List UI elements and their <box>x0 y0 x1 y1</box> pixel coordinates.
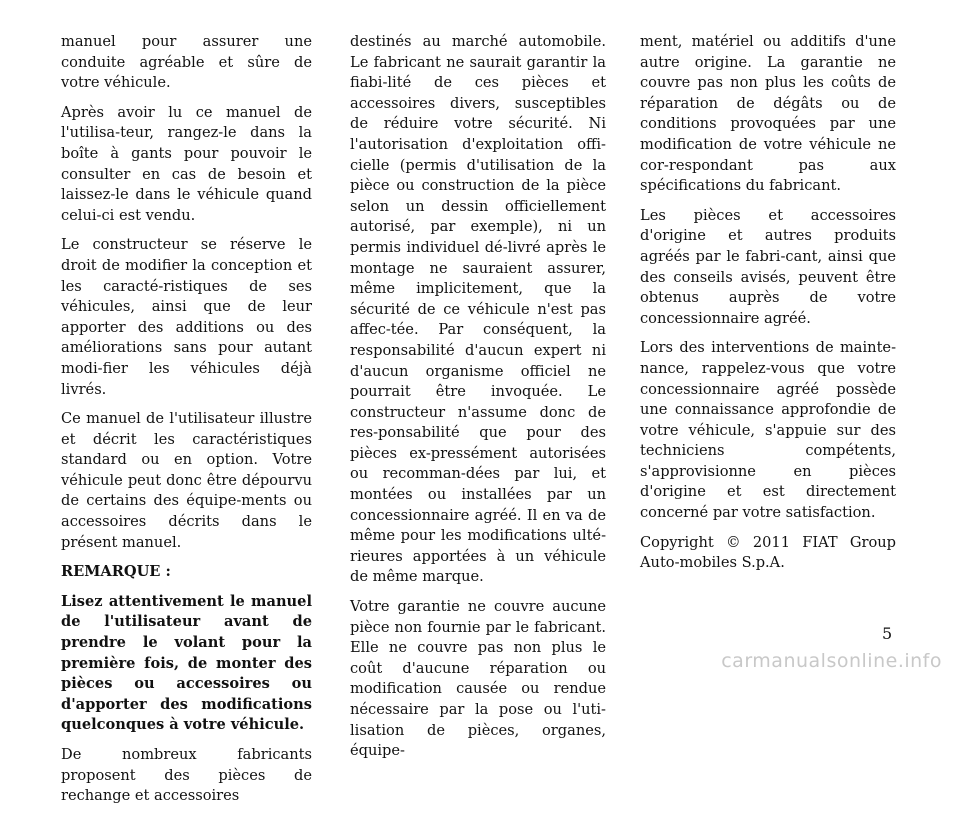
paragraph: Le constructeur se réserve le droit de modifier la conception et les caracté-ristiques de ses véhicules, ainsi que de leur apporter des additions ou des améliorations sans pour autant modi-fier les véhicules déjà livrés. <box>61 236 312 398</box>
paragraph: destinés au marché automobile. Le fabricant ne saurait garantir la fiabi-lité de ces pièces et accessoires divers, susceptibles de réduire votre sécurité. Ni l'autorisation d'exploitation offi-cielle (permis d'utilisation de la pièce ou construction de la pièce selon un dessin officiellement autorisé, par exemple), ni un permis individuel dé-livré après le montage ne sauraient assurer, même implicitement, que la sécurité de ce véhicule n'est pas affec-tée. Par conséquent, la responsabilité d'aucun expert ni d'aucun organisme officiel ne pourrait être invoquée. Le constructeur n'assume donc de res-ponsabilité que pour des pièces ex-pressément autorisées ou recomman-dées par lui, et montées ou installées par un concessionnaire agréé. Il en va de même pour les modifications ulté-rieures apportées à un véhicule de même marque. <box>350 33 606 586</box>
text-column-3 <box>640 32 896 583</box>
paragraph: Les pièces et accessoires d'origine et autres produits agréés par le fabri-cant, ainsi que des conseils avisés, peuvent être obtenus auprès de votre concessionnaire agréé. <box>640 206 896 327</box>
paragraph: ment, matériel ou additifs d'une autre origine. La garantie ne couvre pas non plus les coûts de réparation de dégâts ou de conditions provoquées par une modification de votre véhicule ne cor-respondant pas aux spécifications du fabricant. <box>640 33 896 195</box>
paragraph: Votre garantie ne couvre aucune pièce non fournie par le fabricant. Elle ne couvre pas non plus le coût d'aucune réparation ou modification causée ou rendue nécessaire par la pose ou l'uti-lisation de pièces, organes, équipe- <box>350 598 606 760</box>
paragraph: Lors des interventions de mainte-nance, rappelez-vous que votre concessionnaire agréé possède une connaissance approfondie de votre véhicule, s'appuie sur des techniciens compétents, s'approvisionne en pièces d'origine et est directement concerné par votre satisfaction. <box>640 339 896 522</box>
paragraph: De nombreux fabricants proposent des pièces de rechange et accessoires <box>61 746 312 805</box>
watermark: carmanualsonline.info <box>721 650 942 672</box>
text-column-1 <box>61 32 312 816</box>
text-column-2 <box>350 32 606 771</box>
paragraph: Copyright © 2011 FIAT Group Auto-mobiles S.p.A. <box>640 533 896 572</box>
paragraph: Lisez attentivement le manuel de l'utilisateur avant de prendre le volant pour la première fois, de monter des pièces ou accessoires ou d'apporter des modifications quelconques à votre véhicule. <box>61 592 312 734</box>
paragraph: Ce manuel de l'utilisateur illustre et décrit les caractéristiques standard ou en option. Votre véhicule peut donc être dépourvu de certains des équipe-ments ou accessoires décrits dans le présent manuel. <box>61 410 312 551</box>
page-number: 5 <box>882 624 893 643</box>
paragraph: manuel pour assurer une conduite agréable et sûre de votre véhicule. <box>61 33 312 92</box>
paragraph: REMARQUE : <box>61 563 171 581</box>
paragraph: Après avoir lu ce manuel de l'utilisa-teur, rangez-le dans la boîte à gants pour pouvoir le consulter en cas de besoin et laissez-le dans le véhicule quand celui-ci est vendu. <box>61 103 312 224</box>
